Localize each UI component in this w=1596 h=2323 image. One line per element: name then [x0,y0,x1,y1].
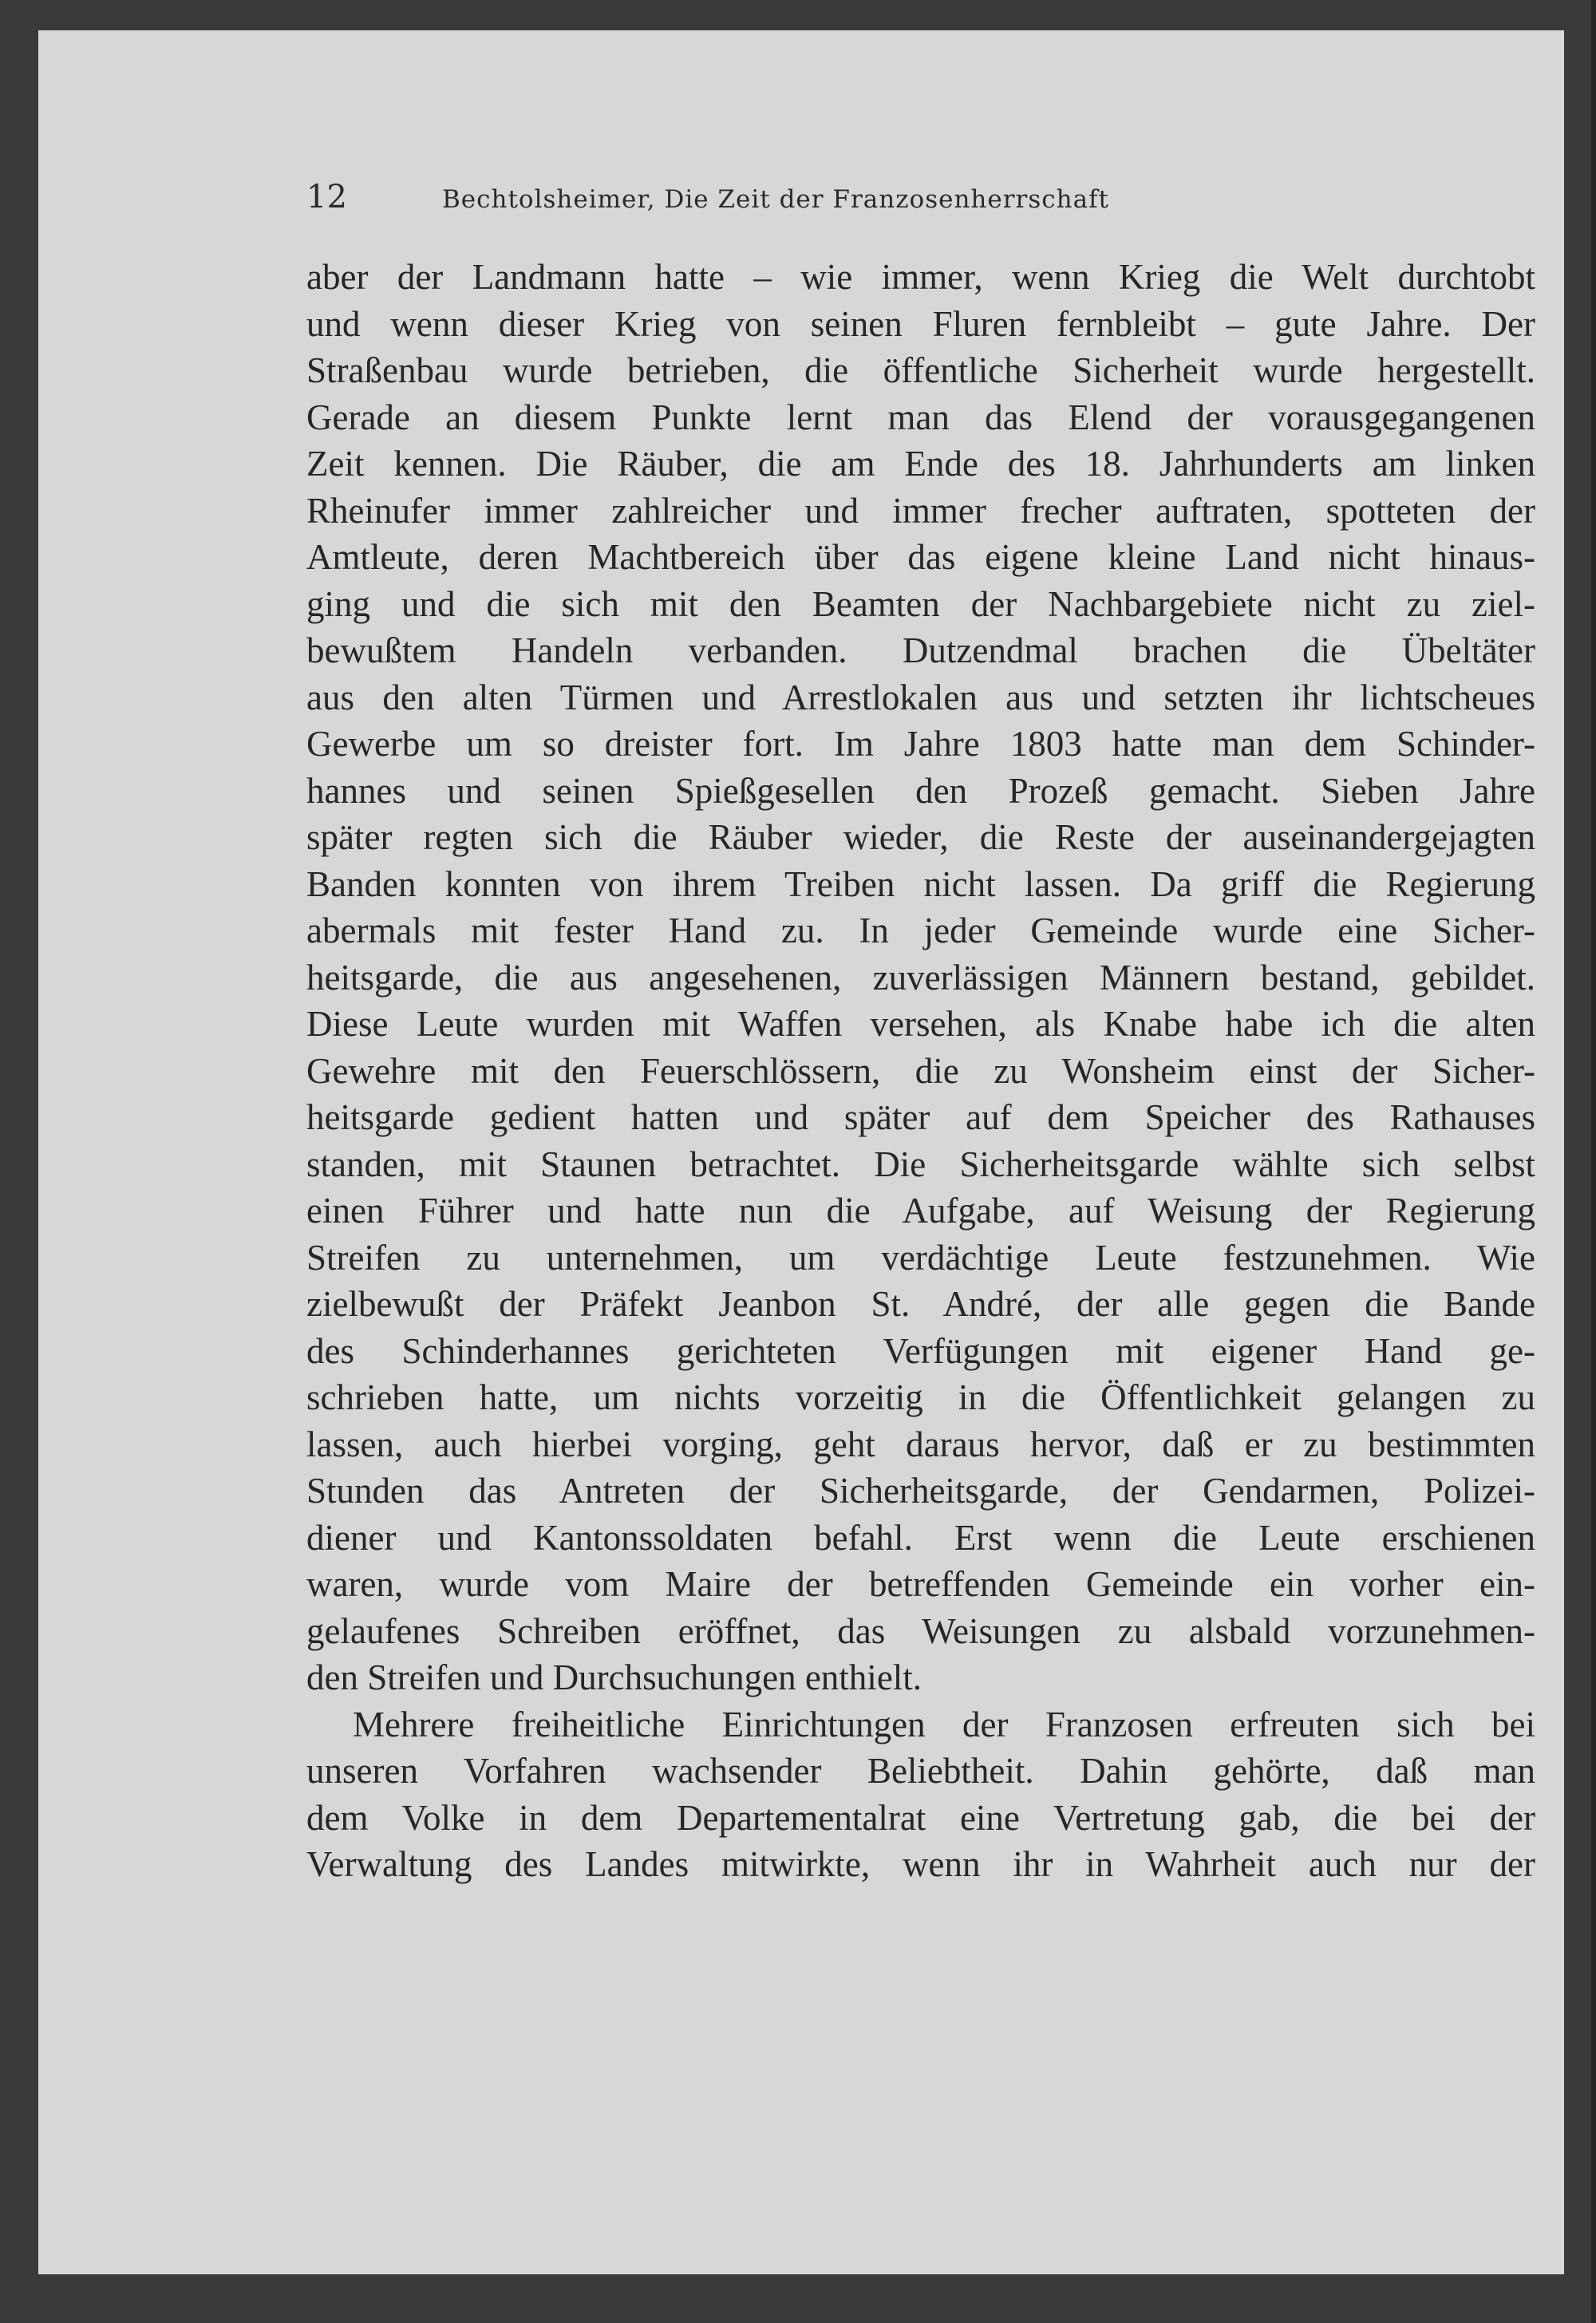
page-number: 12 [306,179,347,215]
text-line: einen Führer und hatte nun die Aufgabe, auf Weisung der Regierung [306,1191,1535,1231]
scan-edge [1591,0,1596,2323]
text-line: Rheinufer immer zahlreicher und immer frecher auftraten, spotteten der [306,490,1535,531]
paragraph [306,254,1535,1701]
text-line: hannes und seinen Spießgesellen den Prozeß gemacht. Sieben Jahre [306,770,1535,811]
text-line: Gewehre mit den Feuerschlössern, die zu Wonsheim einst der Sicher- [306,1050,1535,1091]
text-line: diener und Kantonssoldaten befahl. Erst wenn die Leute erschienen [306,1517,1535,1558]
text-line: Zeit kennen. Die Räuber, die am Ende des 18. Jahrhunderts am linken [306,444,1535,484]
text-line: Straßenbau wurde betrieben, die öffentliche Sicherheit wurde hergestellt. [306,350,1535,390]
text-line: heitsgarde, die aus angesehenen, zuverlässigen Männern bestand, gebildet. [306,957,1535,998]
text-line: aber der Landmann hatte – wie immer, wenn Krieg die Welt durchtobt [306,257,1535,297]
text-line: standen, mit Staunen betrachtet. Die Sicherheitsgarde wählte sich selbst [306,1144,1535,1184]
text-line: Gewerbe um so dreister fort. Im Jahre 1803 hatte man dem Schinder- [306,724,1535,764]
text-line: bewußtem Handeln verbanden. Dutzendmal brachen die Übeltäter [306,630,1535,670]
text-line: gelaufenes Schreiben eröffnet, das Weisungen zu alsbald vorzunehmen- [306,1610,1535,1651]
text-line: heitsgarde gedient hatten und später auf dem Speicher des Rathauses [306,1097,1535,1137]
text-line: ging und die sich mit den Beamten der Nachbargebiete nicht zu ziel- [306,583,1535,624]
text-line: abermals mit fester Hand zu. In jeder Gemeinde wurde eine Sicher- [306,911,1535,950]
text-line: den Streifen und Durchsuchungen enthielt. [306,1657,922,1697]
text-line: Amtleute, deren Machtbereich über das eigene kleine Land nicht hinaus- [306,537,1535,577]
running-title: Bechtolsheimer, Die Zeit der Franzosenherrschaft [442,185,1110,214]
text-line: Diese Leute wurden mit Waffen versehen, als Knabe habe ich die alten [306,1004,1535,1044]
text-line: zielbewußt der Präfekt Jeanbon St. André, der alle gegen die Bande [306,1284,1535,1324]
text-line: dem Volke in dem Departementalrat eine Vertretung gab, die bei der [306,1797,1535,1838]
text-line: schrieben hatte, um nichts vorzeitig in die Öffentlichkeit gelangen zu [306,1377,1535,1417]
text-line: Gerade an diesem Punkte lernt man das Elend der vorausgegangenen [306,397,1535,437]
text-line: Verwaltung des Landes mitwirkte, wenn ihr in Wahrheit auch nur der [306,1844,1535,1884]
body-text [306,254,1535,1888]
text-line: unseren Vorfahren wachsender Beliebtheit. Dahin gehörte, daß man [306,1751,1535,1791]
text-line: Banden konnten von ihrem Treiben nicht lassen. Da griff die Regierung [306,863,1535,904]
text-line: lassen, auch hierbei vorging, geht daraus hervor, daß er zu bestimmten [306,1424,1535,1464]
text-line: und wenn dieser Krieg von seinen Fluren fernbleibt – gute Jahre. Der [306,303,1535,344]
text-line: aus den alten Türmen und Arrestlokalen aus und setzten ihr lichtscheues [306,677,1535,717]
text-line: waren, wurde vom Maire der betreffenden Gemeinde ein vorher ein- [306,1564,1535,1604]
paragraph [306,1701,1535,1888]
text-line: Streifen zu unternehmen, um verdächtige Leute festzunehmen. Wie [306,1237,1535,1278]
text-line: Stunden das Antreten der Sicherheitsgarde, der Gendarmen, Polizei- [306,1471,1535,1511]
text-line: Mehrere freiheitliche Einrichtungen der Franzosen erfreuten sich bei [353,1704,1535,1744]
text-line: später regten sich die Räuber wieder, die Reste der auseinandergejagten [306,817,1535,857]
text-line: des Schinderhannes gerichteten Verfügungen mit eigener Hand ge- [306,1330,1535,1371]
